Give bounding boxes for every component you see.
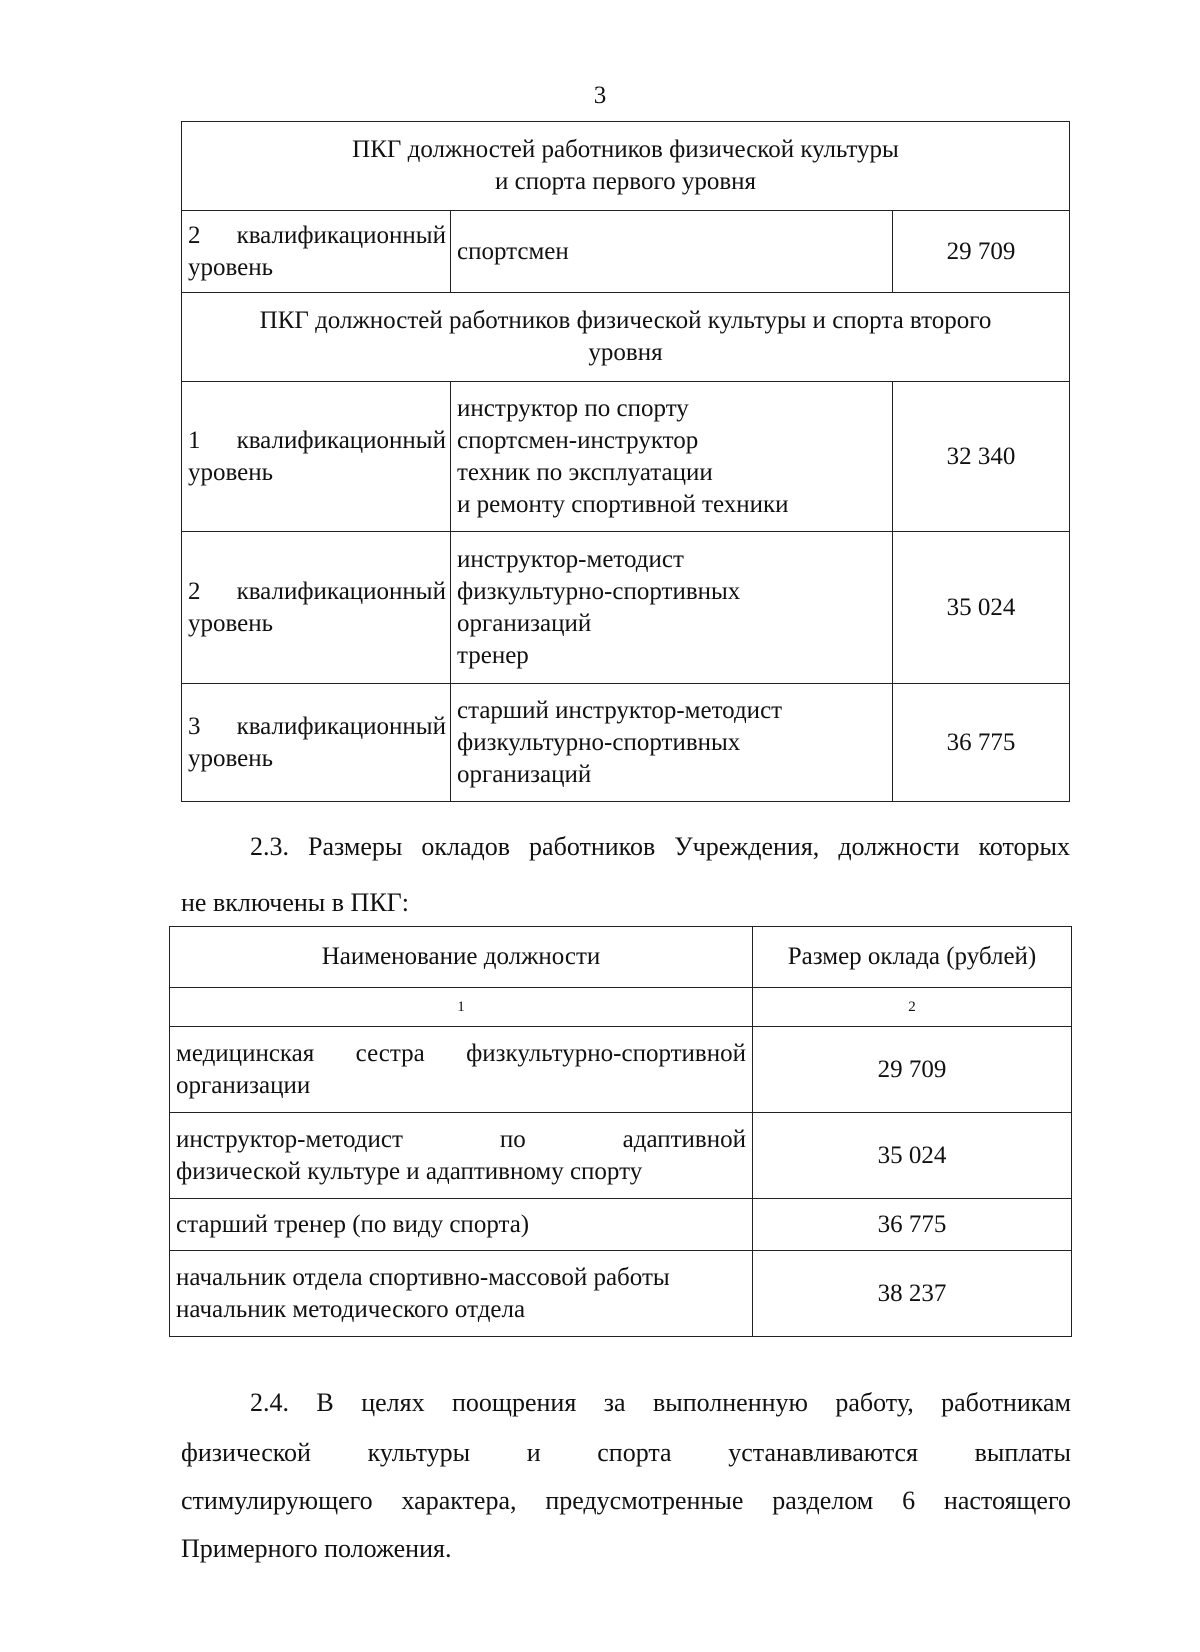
level-line: уровень	[188, 253, 274, 281]
position-name-line: начальник методического отдела	[176, 1295, 526, 1323]
salary-cell: 36 775	[753, 1199, 1072, 1251]
paragraph-2-4-line: стимулирующего характера, предусмотренные разделом 6 настоящего	[181, 1486, 1071, 1515]
qualification-level-cell	[182, 211, 451, 293]
table-header-row	[170, 927, 1072, 988]
level-line: 2 квалификационный	[188, 577, 446, 605]
group-header-row	[182, 122, 1070, 211]
column-header-name: Наименование должности	[170, 927, 753, 988]
page-number: 3	[593, 82, 607, 109]
position-cell	[451, 382, 893, 532]
level-line: 1 квалификационный	[188, 426, 446, 454]
group-header-line: ПКГ должностей работников физической культуры	[352, 136, 899, 163]
column-header-size: Размер оклада (рублей)	[753, 927, 1072, 988]
position-line: инструктор-методист	[457, 545, 684, 573]
pkg-salary-table	[181, 121, 1070, 802]
salary-cell: 36 775	[893, 684, 1070, 802]
paragraph-2-3-line-1: 2.3. Размеры окладов работников Учреждения, должности которых	[250, 832, 1070, 861]
salary-cell: 32 340	[893, 382, 1070, 532]
non-pkg-salary-table	[169, 926, 1072, 1337]
position-name-line: организации	[176, 1071, 311, 1099]
group-header-line: ПКГ должностей работников физической культуры и спорта второго	[259, 307, 992, 334]
salary-cell: 35 024	[893, 532, 1070, 684]
position-line: спортсмен-инструктор	[457, 426, 699, 454]
position-line: физкультурно-спортивных	[457, 728, 741, 756]
position-line: организаций	[457, 609, 592, 637]
qualification-level-cell	[182, 532, 451, 684]
paragraph-2-4-line: 2.4. В целях поощрения за выполненную работу, работникам	[250, 1388, 1071, 1417]
table-row	[170, 1113, 1072, 1199]
level-line: уровень	[188, 744, 274, 772]
paragraph-2-4-line: физической культуры и спорта устанавливаются выплаты	[181, 1438, 1071, 1467]
paragraph-2-4-line: Примерного положения.	[181, 1534, 452, 1563]
group-header-line: и спорта первого уровня	[494, 168, 757, 195]
position-line: инструктор по спорту	[457, 394, 689, 422]
qualification-level-cell	[182, 684, 451, 802]
table-row	[182, 211, 1070, 293]
table-row	[182, 532, 1070, 684]
table-row	[170, 1251, 1072, 1337]
table-row	[170, 1199, 1072, 1251]
column-number: 1	[170, 988, 753, 1027]
level-line: 3 квалификационный	[188, 712, 446, 740]
position-line: техник по эксплуатации	[457, 458, 713, 486]
position-line: и ремонту спортивной техники	[457, 490, 789, 518]
table-row	[182, 382, 1070, 532]
salary-cell: 29 709	[753, 1027, 1072, 1113]
position-line: тренер	[457, 641, 529, 669]
group-header-line: уровня	[588, 339, 663, 366]
table-row	[182, 684, 1070, 802]
group-header-level-2	[182, 293, 1070, 382]
position-name-line: начальник отдела спортивно-массовой работы	[176, 1263, 670, 1291]
position-cell	[451, 532, 893, 684]
position-name-cell	[170, 1113, 753, 1199]
salary-cell: 38 237	[753, 1251, 1072, 1337]
position-name-line: медицинская сестра физкультурно-спортивной	[176, 1039, 746, 1067]
level-line: уровень	[188, 609, 274, 637]
position-cell	[451, 211, 893, 293]
position-line: физкультурно-спортивных	[457, 577, 741, 605]
table-row	[170, 1027, 1072, 1113]
position-line: старший инструктор-методист	[457, 696, 783, 724]
position-name-cell	[170, 1251, 753, 1337]
level-line: 2 квалификационный	[188, 221, 446, 249]
qualification-level-cell	[182, 382, 451, 532]
position-name-line: старший тренер (по виду спорта)	[176, 1210, 530, 1238]
salary-cell: 29 709	[893, 211, 1070, 293]
group-header-row	[182, 293, 1070, 382]
group-header-level-1	[182, 122, 1070, 211]
column-number: 2	[753, 988, 1072, 1027]
column-number-row	[170, 988, 1072, 1027]
paragraph-2-3-line-2: не включены в ПКГ:	[181, 888, 409, 917]
position-name-cell	[170, 1027, 753, 1113]
position-cell	[451, 684, 893, 802]
level-line: уровень	[188, 458, 274, 486]
position-name-cell	[170, 1199, 753, 1251]
position-name-line: физической культуре и адаптивному спорту	[176, 1157, 643, 1185]
position-line: спортсмен	[457, 237, 569, 265]
salary-cell: 35 024	[753, 1113, 1072, 1199]
position-line: организаций	[457, 760, 592, 788]
position-name-line: инструктор-методист по адаптивной	[176, 1125, 746, 1153]
